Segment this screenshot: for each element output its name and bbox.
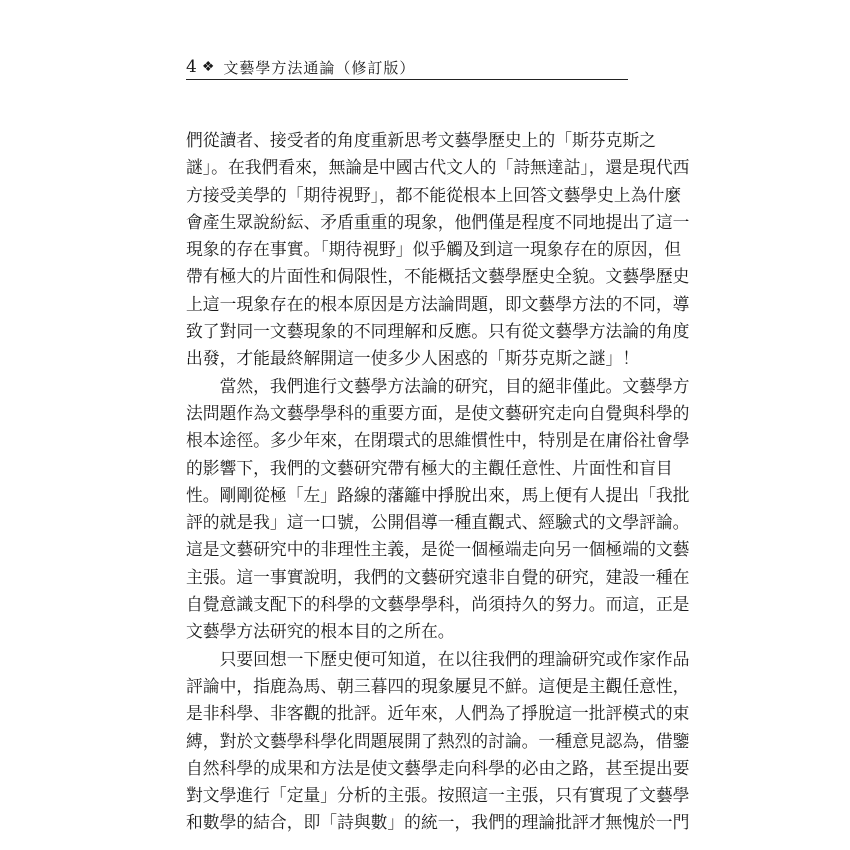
text-line: 上這一現象存在的根本原因是方法論問題，即文藝學方法的不同，導 bbox=[186, 293, 690, 314]
text-line: 主張。這一事實說明，我們的文藝研究遠非自覺的研究，建設一種在 bbox=[186, 566, 690, 587]
text-line: 和數學的結合，即「詩與數」的統一，我們的理論批評才無愧於一門 bbox=[186, 812, 690, 833]
page-number: 4 bbox=[186, 57, 198, 77]
text-line: 帶有極大的片面性和侷限性，不能概括文藝學歷史全貌。文藝學歷史 bbox=[186, 266, 690, 287]
text-line: 出發，才能最終解開這一使多少人困惑的「斯芬克斯之謎」！ bbox=[186, 348, 640, 369]
running-header bbox=[186, 56, 628, 78]
text-line: 縛，對於文藝學科學化問題展開了熱烈的討論。一種意見認為，借鑒 bbox=[186, 730, 690, 751]
text-line: 只要回想一下歷史便可知道，在以往我們的理論研究或作家作品 bbox=[186, 648, 690, 669]
text-line: 是非科學、非客觀的批評。近年來，人們為了掙脫這一批評模式的束 bbox=[186, 703, 690, 724]
text-line: 根本途徑。多少年來，在閉環式的思維慣性中，特別是在庸俗社會學 bbox=[186, 430, 690, 451]
text-line: 評論中，指鹿為馬、朝三暮四的現象屢見不鮮。這便是主觀任意性， bbox=[186, 675, 690, 696]
text-line: 們從讀者、接受者的角度重新思考文藝學歷史上的「斯芬克斯之 bbox=[186, 130, 656, 150]
text-line: 法問題作為文藝學學科的重要方面，是使文藝研究走向自覺與科學的 bbox=[186, 402, 690, 423]
text-line: 方接受美學的「期待視野」，都不能從根本上回答文藝學史上為什麼 bbox=[186, 184, 682, 205]
text-line: 評的就是我」這一口號，公開倡導一種直觀式、經驗式的文學評論。 bbox=[186, 512, 690, 533]
text-line: 謎」。在我們看來，無論是中國古代文人的「詩無達詁」，還是現代西 bbox=[186, 157, 690, 178]
diamond-ornament-icon: ❖ bbox=[201, 59, 216, 75]
header-rule bbox=[186, 79, 628, 80]
text-line: 這是文藝研究中的非理性主義，是從一個極端走向另一個極端的文藝 bbox=[186, 539, 690, 560]
text-line: 的影響下，我們的文藝研究帶有極大的主觀任意性、片面性和盲目 bbox=[186, 457, 673, 478]
text-line: 對文學進行「定量」分析的主張。按照這一主張，只有實現了文藝學 bbox=[186, 785, 690, 806]
text-line: 會產生眾說紛紜、矛盾重重的現象，他們僅是程度不同地提出了這一 bbox=[186, 211, 690, 232]
text-line: 性。剛剛從極「左」路線的藩籬中掙脫出來，馬上便有人提出「我批 bbox=[186, 484, 690, 505]
text-line: 文藝學方法研究的根本目的之所在。 bbox=[186, 621, 455, 642]
text-line: 現象的存在事實。「期待視野」似乎觸及到這一現象存在的原因，但 bbox=[186, 239, 682, 260]
text-line: 自然科學的成果和方法是使文藝學走向科學的必由之路，甚至提出要 bbox=[186, 757, 690, 778]
body-text bbox=[186, 127, 690, 837]
text-line: 當然，我們進行文藝學方法論的研究，目的絕非僅此。文藝學方 bbox=[186, 375, 690, 396]
text-line: 致了對同一文藝現象的不同理解和反應。只有從文藝學方法論的角度 bbox=[186, 321, 690, 342]
book-title: 文藝學方法通論（修訂版） bbox=[223, 58, 416, 77]
text-line: 自覺意識支配下的科學的文藝學學科，尚須持久的努力。而這，正是 bbox=[186, 594, 690, 615]
